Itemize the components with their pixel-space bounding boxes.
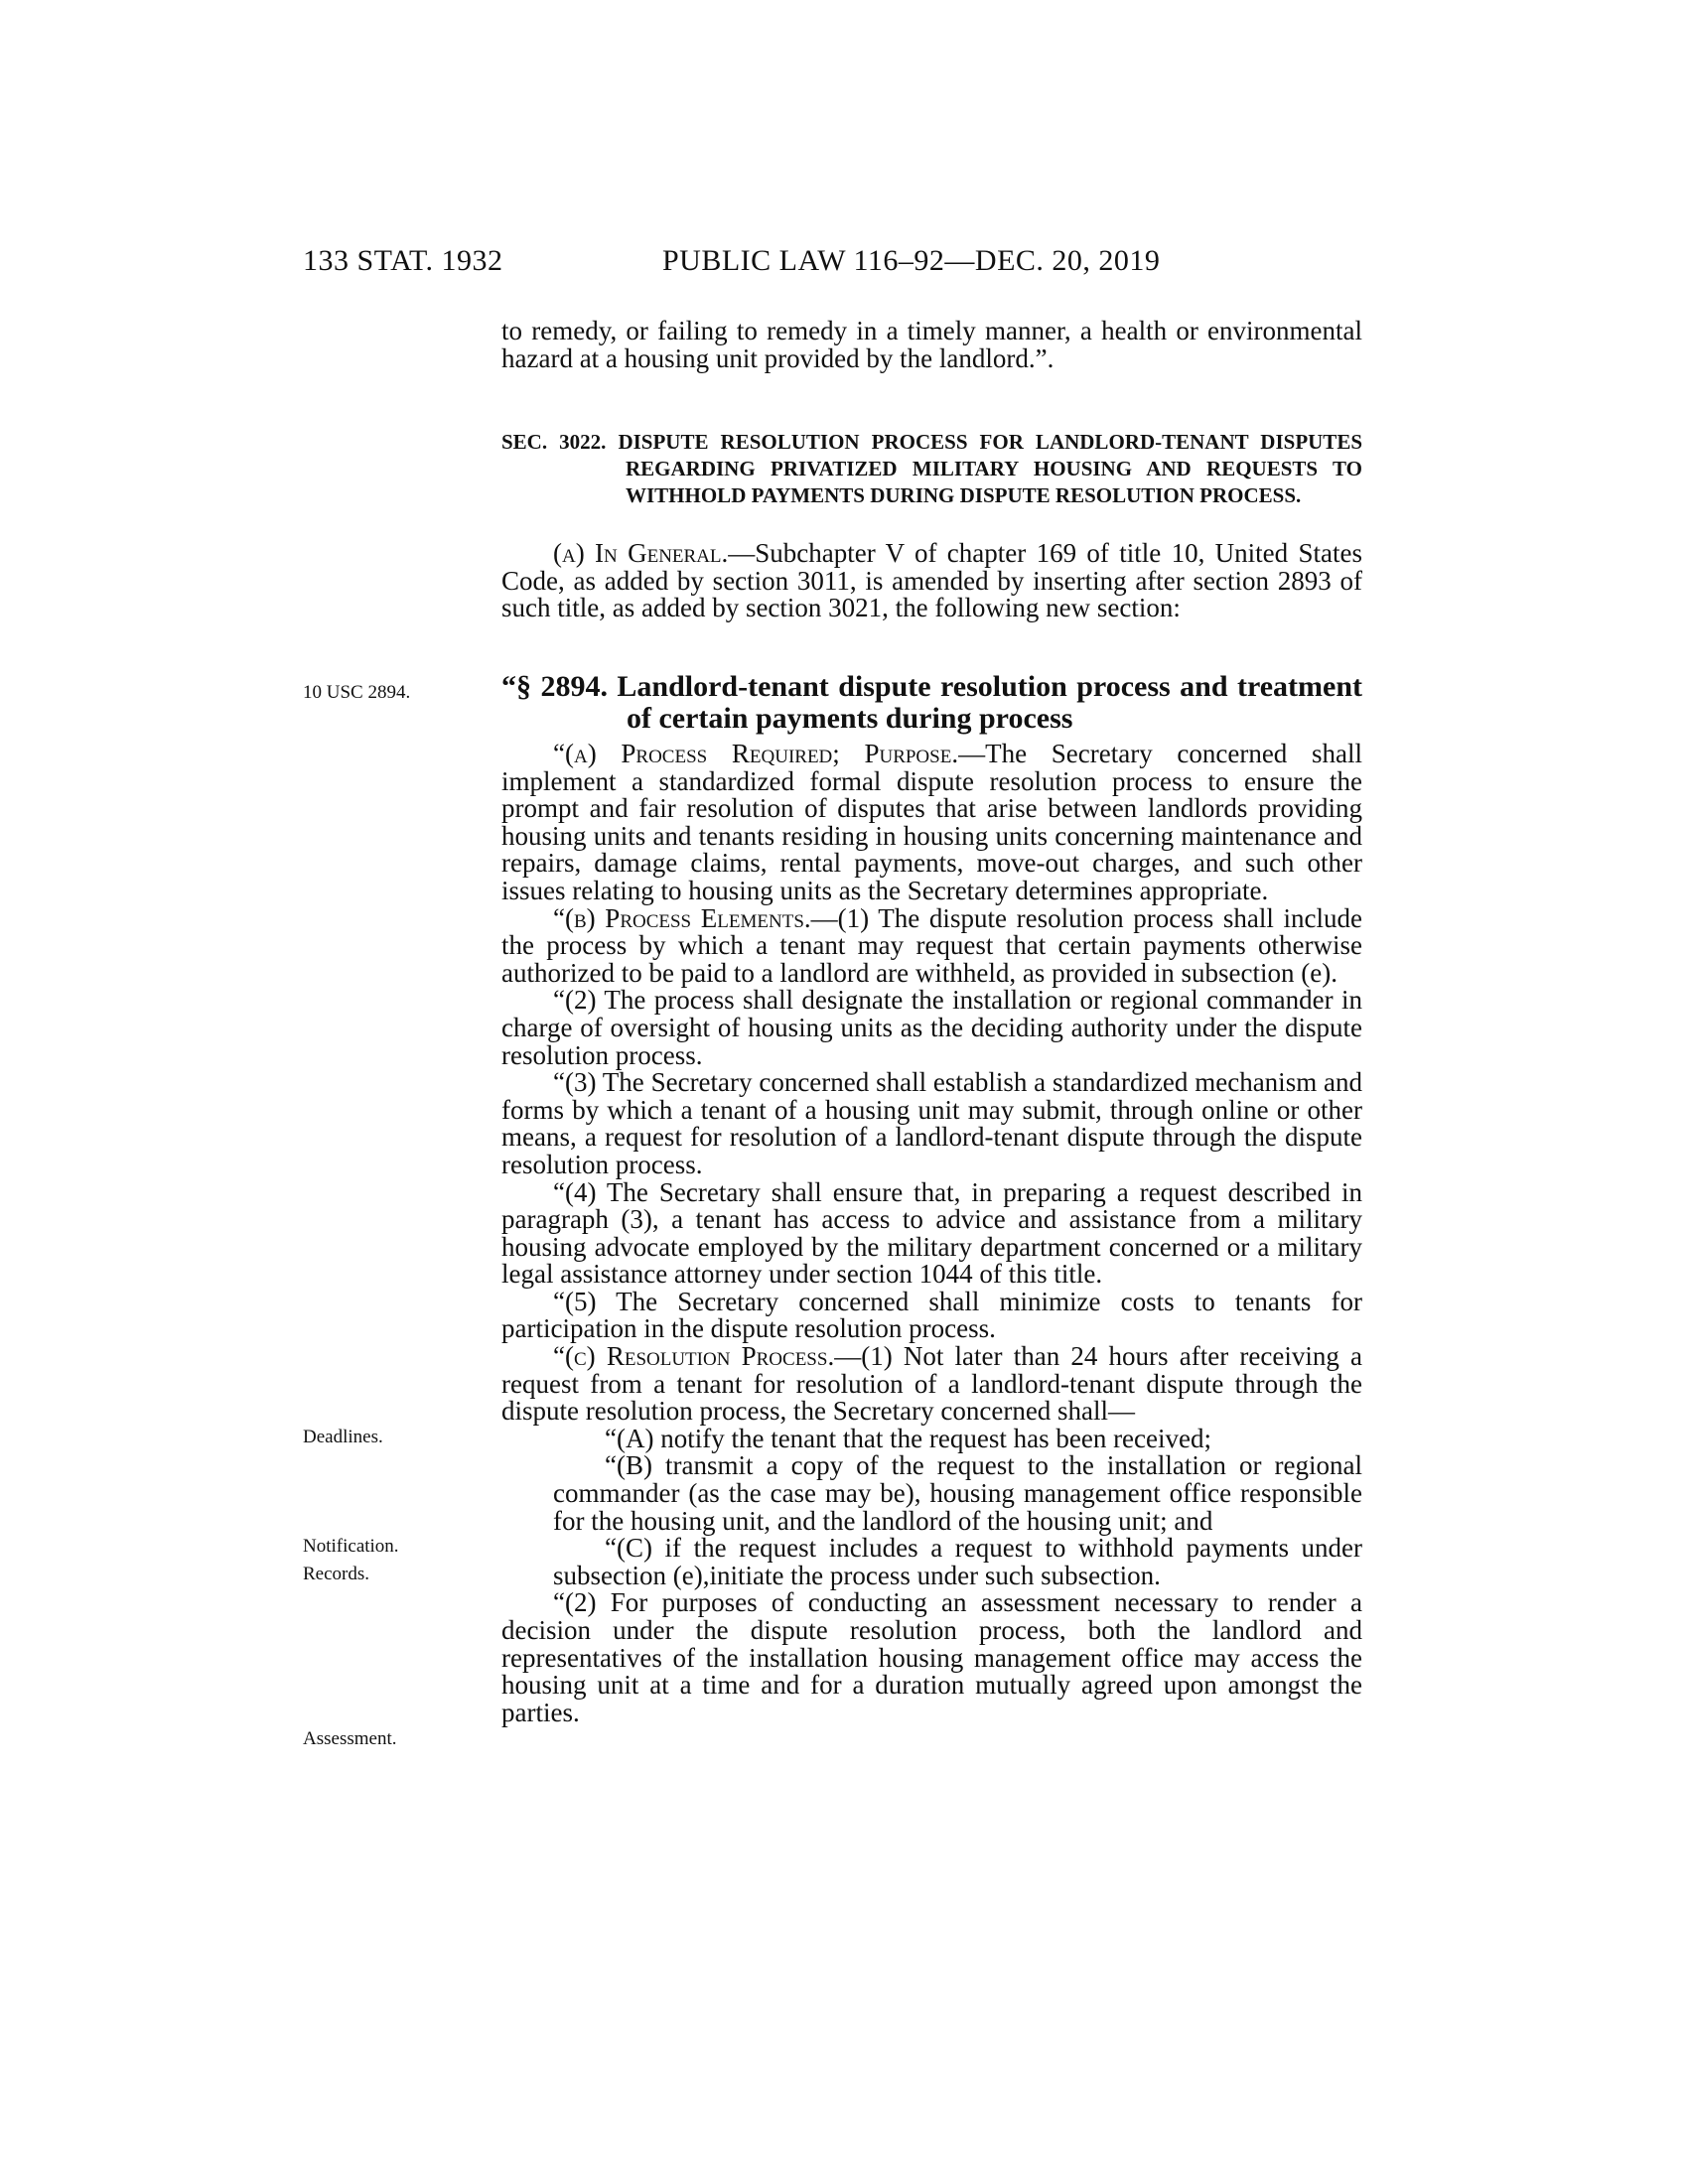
- stat-page-number: 133 STAT. 1932: [303, 244, 503, 277]
- carryover-paragraph: [501, 318, 1362, 372]
- carryover-text: to remedy, or failing to remedy in a timely manner, a health or environmental hazard at a housing unit provided by the landlord.”.: [501, 316, 1362, 373]
- law-title: PUBLIC LAW 116–92—DEC. 20, 2019: [662, 244, 1161, 277]
- margin-note-records: Records.: [303, 1564, 370, 1584]
- section-2894-title-block: [501, 671, 1362, 735]
- paragraph-b2: “(2) The process shall designate the installation or regional commander in charge of oversight of housing units as the deciding authority under the dispute resolution process.: [501, 985, 1362, 1070]
- margin-note-usc: 10 USC 2894.: [303, 682, 411, 703]
- paragraph-a-text: —The Secretary concerned shall implement a standardized formal dispute resolution process to ensure the prompt and fair resolution of disputes that arise between landlords providing housing units and tenants residing in housing units concerning maintenance and repairs, damage claims, rental payments, move-out charges, and such other issues relating to housing units as the Secretary determines appropriate.: [501, 739, 1362, 905]
- paragraph-cA: “(A) notify the tenant that the request has been received;: [605, 1423, 1211, 1453]
- in-general-text: —Subchapter V of chapter 169 of title 10, United States Code, as added by section 3011, is amended by inserting after section 2893 of such title, as added by section 3021, the following new section:: [501, 538, 1362, 623]
- paragraph-b1-text: —(1) The dispute resolution process shall include the process by which a tenant may request that certain payments otherwise authorized to be paid to a landlord are withheld, as provided in subsection (e).: [501, 902, 1363, 988]
- margin-note-notification: Notification.: [303, 1536, 399, 1557]
- paragraph-a: [501, 741, 1362, 905]
- paragraph-a-label: “(a) Process Required; Purpose.: [553, 739, 959, 768]
- section-2894-title: “§ 2894. Landlord-tenant dispute resolution process and treatment of certain payments during process: [501, 670, 1362, 735]
- in-general-block: [501, 540, 1362, 622]
- paragraph-b-label: “(b) Process Elements.: [553, 902, 811, 933]
- paragraph-c1-text: —(1) Not later than 24 hours after receiving a request from a tenant for resolution of a landlord-tenant dispute through the dispute resolution process, the Secretary concerned shall—: [501, 1341, 1363, 1427]
- running-header: [303, 244, 1296, 288]
- paragraph-c-label: “(c) Resolution Process.: [553, 1341, 835, 1372]
- paragraph-cB: “(B) transmit a copy of the request to the installation or regional commander (as the case may be), housing management office responsible for the housing unit, and the landlord of the housing unit; and: [553, 1450, 1362, 1536]
- in-general-label: (a) In General.: [553, 538, 729, 568]
- margin-note-deadlines: Deadlines.: [303, 1427, 383, 1447]
- section-2894-body: [501, 741, 1362, 1726]
- in-general-paragraph: [501, 540, 1362, 622]
- paragraph-cC: “(C) if the request includes a request to withhold payments under subsection (e),initiate the process under such subsection.: [553, 1533, 1362, 1590]
- paragraph-b1: [501, 902, 1363, 988]
- paragraph-b4: “(4) The Secretary shall ensure that, in preparing a request described in paragraph (3), a tenant has access to advice and assistance from a military housing advocate employed by the military department concerned or a military legal assistance attorney under section 1044 of this title.: [501, 1176, 1362, 1290]
- paragraph-b3: “(3) The Secretary concerned shall establish a standardized mechanism and forms by which a tenant of a housing unit may submit, through online or other means, a request for resolution of a landlord-tenant dispute through the dispute resolution process.: [501, 1067, 1362, 1179]
- paragraph-c2: “(2) For purposes of conducting an assessment necessary to render a decision under the dispute resolution process, both the landlord and representatives of the installation housing management office may access the housing unit at a time and for a duration mutually agreed upon amongst the parties.: [501, 1587, 1362, 1727]
- paragraph-c1: [501, 1343, 1362, 1426]
- section-heading-block: [501, 429, 1362, 509]
- margin-note-assessment: Assessment.: [303, 1728, 397, 1749]
- paragraph-b5: “(5) The Secretary concerned shall minimize costs to tenants for participation in the dispute resolution process.: [501, 1286, 1362, 1344]
- section-heading: SEC. 3022. DISPUTE RESOLUTION PROCESS FOR LANDLORD-TENANT DISPUTES REGARDING PRIVATIZED MILITARY HOUSING AND REQUESTS TO WITHHOLD PAYMENTS DURING DISPUTE RESOLUTION PROCESS.: [501, 430, 1362, 507]
